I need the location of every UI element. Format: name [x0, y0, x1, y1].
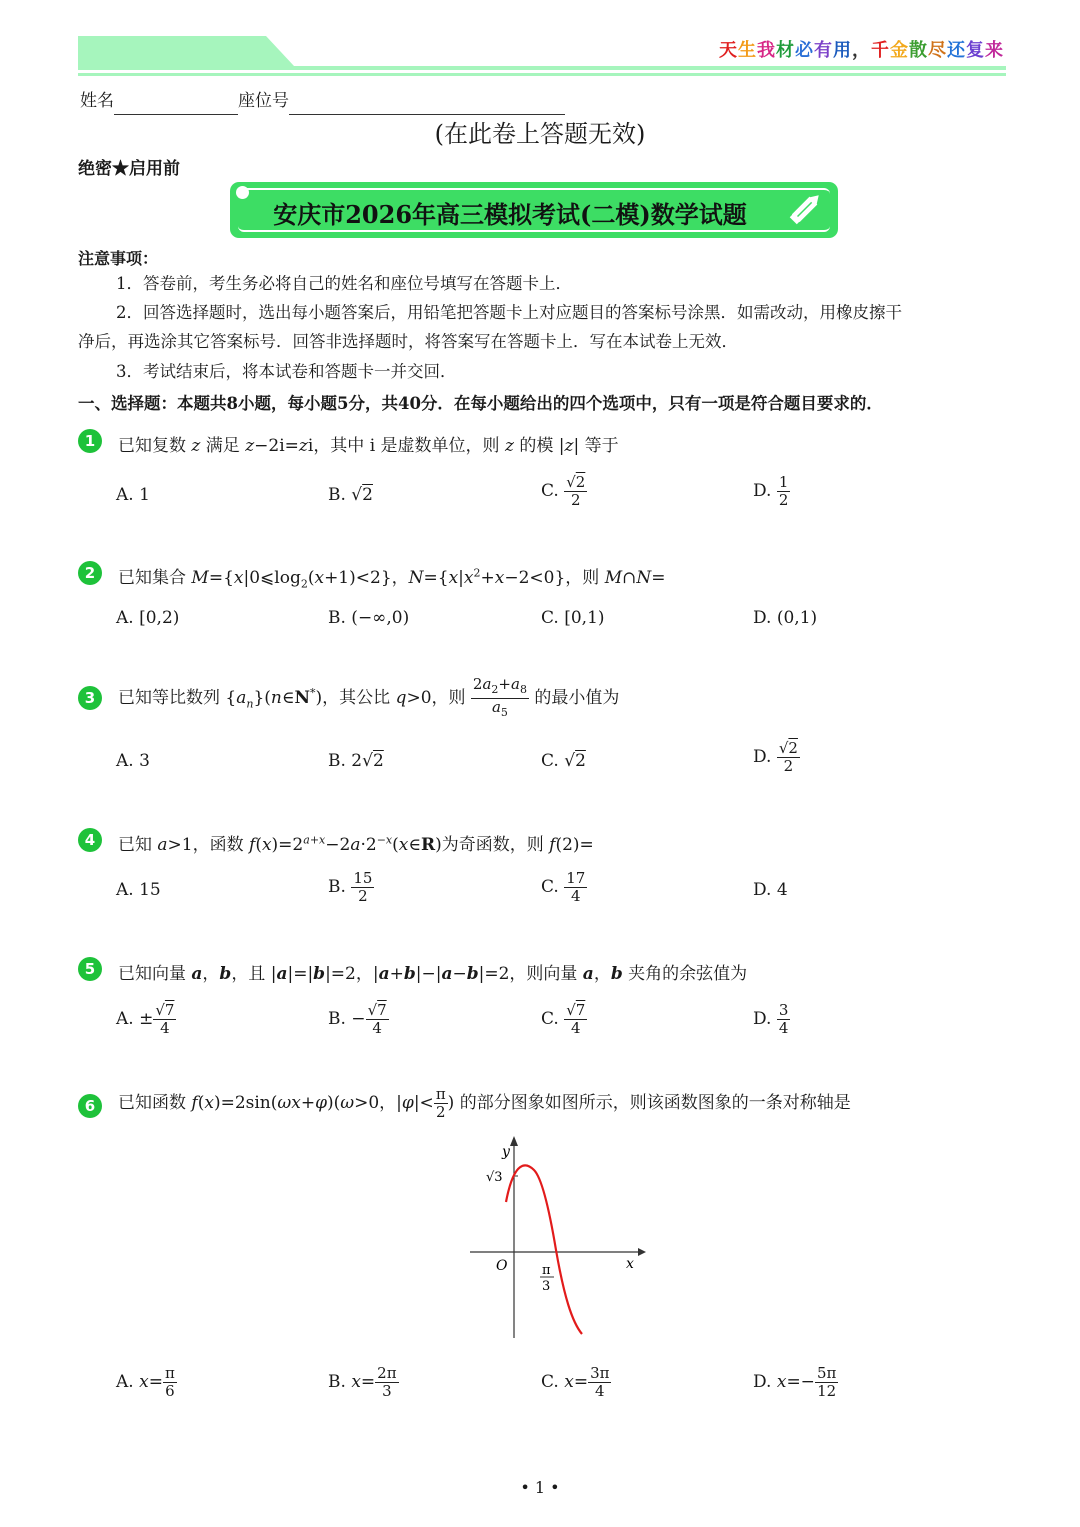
motto-char: 材 [776, 40, 795, 61]
name-label: 姓名 [80, 91, 114, 111]
motto-char: 金 [890, 40, 909, 61]
peak-label: √3 [486, 1170, 503, 1185]
q4-option-d[interactable]: D. 4 [753, 880, 788, 900]
title-banner [230, 182, 838, 238]
motto-char: 我 [757, 40, 776, 61]
notice-item-1: 1．答卷前，考生务必将自己的姓名和座位号填写在答题卡上． [116, 274, 572, 293]
notice-item-2-cont: 净后，再选涂其它答案标号．回答非选择题时，将答案写在答题卡上．写在本试卷上无效． [78, 332, 738, 351]
q3-option-c[interactable]: C. √2 [541, 751, 586, 771]
q3-option-d[interactable]: D. $\frac{√2}{2}$ [753, 739, 798, 775]
motto-char: 散 [909, 40, 928, 61]
exam-title: 安庆市2026年高三模拟考试(二模)数学试题 [273, 200, 747, 229]
question-6-stem: 已知函数 f(x)=2sin(ωx+φ)(ω>0，|φ|< $\frac{\pi}{2}$ ) 的部分图象如图所示，则该函数图象的一条对称轴是 [118, 1085, 851, 1121]
q6-option-d[interactable]: D. x=− $\frac{5\pi}{12}$ [753, 1364, 837, 1400]
motto-char: 来 [985, 40, 1004, 61]
zero-label-den: 3 [542, 1279, 551, 1294]
q2-option-a[interactable]: A. [0,2) [116, 608, 180, 628]
q2-option-b[interactable]: B. (−∞,0) [328, 608, 410, 628]
header-rule-thin [78, 73, 1006, 76]
motto-char: 用 [833, 40, 852, 61]
q1-option-c[interactable]: C. $\frac{√2}{2}$ [541, 473, 586, 509]
header-rule [78, 66, 1006, 70]
q5-option-c[interactable]: C. $\frac{√7}{4}$ [541, 1001, 586, 1037]
q1-option-a[interactable]: A. 1 [116, 485, 150, 505]
motto-char: 有 [814, 40, 833, 61]
secret-label: 绝密★启用前 [78, 159, 180, 179]
q1-option-b[interactable]: B. √2 [328, 485, 373, 505]
q6-option-b[interactable]: B. x= $\frac{2\pi}{3}$ [328, 1364, 397, 1400]
question-1-stem: 已知复数 z 满足 z−2i=zi，其中 i 是虚数单位，则 z 的模 |z| 等于 [118, 436, 619, 456]
question-3-stem: 已知等比数列 $\{a_n\}(n\in N^*)$，其公比 q>0，则 $\frac{2a_2+a_8}{a_5}$ 的最小值为 [118, 675, 620, 719]
q4-option-a[interactable]: A. 15 [116, 880, 161, 900]
motto [719, 36, 1004, 62]
q5-option-a[interactable]: A. ± $\frac{√7}{4}$ [116, 1001, 175, 1037]
question-number-1: 1 [78, 429, 102, 453]
y-label: y [502, 1144, 510, 1160]
sine-graph [462, 1132, 648, 1344]
section-heading: 一、选择题：本题共8小题，每小题5分，共40分．在每小题给出的四个选项中，只有一项是符合题目要求的． [78, 394, 883, 413]
notice-item-3: 3．考试结束后，将本试卷和答题卡一并交回． [116, 362, 457, 381]
motto-char: 千 [871, 40, 890, 61]
motto-char: ， [852, 40, 871, 61]
invalid-note: (在此卷上答题无效) [434, 120, 646, 148]
question-5-stem: 已知向量 a，b，且 |a|=|b|=2，|a+b|−|a−b|=2，则向量 a，b 夹角的余弦值为 [118, 964, 748, 984]
motto-char: 生 [738, 40, 757, 61]
question-number-5: 5 [78, 957, 102, 981]
q4-option-b[interactable]: B. $\frac{15}{2}$ [328, 869, 373, 905]
seat-label: 座位号 [238, 91, 289, 111]
motto-char: 还 [947, 40, 966, 61]
notice-heading: 注意事项： [78, 249, 159, 268]
question-number-3: 3 [78, 686, 102, 710]
q3-option-b[interactable]: B. 2√2 [328, 751, 384, 771]
question-number-2: 2 [78, 561, 102, 585]
x-axis-arrow [638, 1248, 646, 1256]
question-4-stem: 已知 a>1，函数 $f(x)=2^{a+x}-2a\cdot 2^{-x}(x\in R)$为奇函数，则 f(2)= [118, 833, 594, 855]
q2-option-d[interactable]: D. (0,1) [753, 608, 818, 628]
motto-char: 尽 [928, 40, 947, 61]
q5-option-d[interactable]: D. $\frac{3}{4}$ [753, 1001, 789, 1037]
page-number: • 1 • [520, 1478, 560, 1497]
pencil-icon [786, 188, 826, 228]
notice-item-2: 2．回答选择题时，选出每小题答案后，用铅笔把答题卡上对应题目的答案标号涂黑．如需改动，用橡皮擦干 [116, 303, 902, 322]
q6-option-a[interactable]: A. x= $\frac{\pi}{6}$ [116, 1364, 175, 1400]
sine-curve [506, 1165, 582, 1334]
question-number-6: 6 [78, 1094, 102, 1118]
question-number-4: 4 [78, 828, 102, 852]
motto-char: 复 [966, 40, 985, 61]
q2-option-c[interactable]: C. [0,1) [541, 608, 605, 628]
motto-char: 必 [795, 40, 814, 61]
x-label: x [626, 1256, 634, 1272]
q4-option-c[interactable]: C. $\frac{17}{4}$ [541, 869, 586, 905]
question-2-stem: 已知集合 $M=\{x|0⩽\log_2(x+1)<2\}$，$N=\{x|x^2+x-2<0\}$，则 M∩N= [118, 566, 666, 591]
zero-label-num: π [542, 1263, 551, 1278]
q5-option-b[interactable]: B. − $\frac{√7}{4}$ [328, 1001, 387, 1037]
q6-option-c[interactable]: C. x= $\frac{3\pi}{4}$ [541, 1364, 610, 1400]
origin-label: O [496, 1258, 508, 1274]
q3-option-a[interactable]: A. 3 [116, 751, 150, 771]
q1-option-d[interactable]: D. $\frac{1}{2}$ [753, 473, 789, 509]
motto-char: 天 [719, 40, 738, 61]
name-seat-line [80, 86, 565, 115]
y-axis-arrow [510, 1136, 518, 1146]
